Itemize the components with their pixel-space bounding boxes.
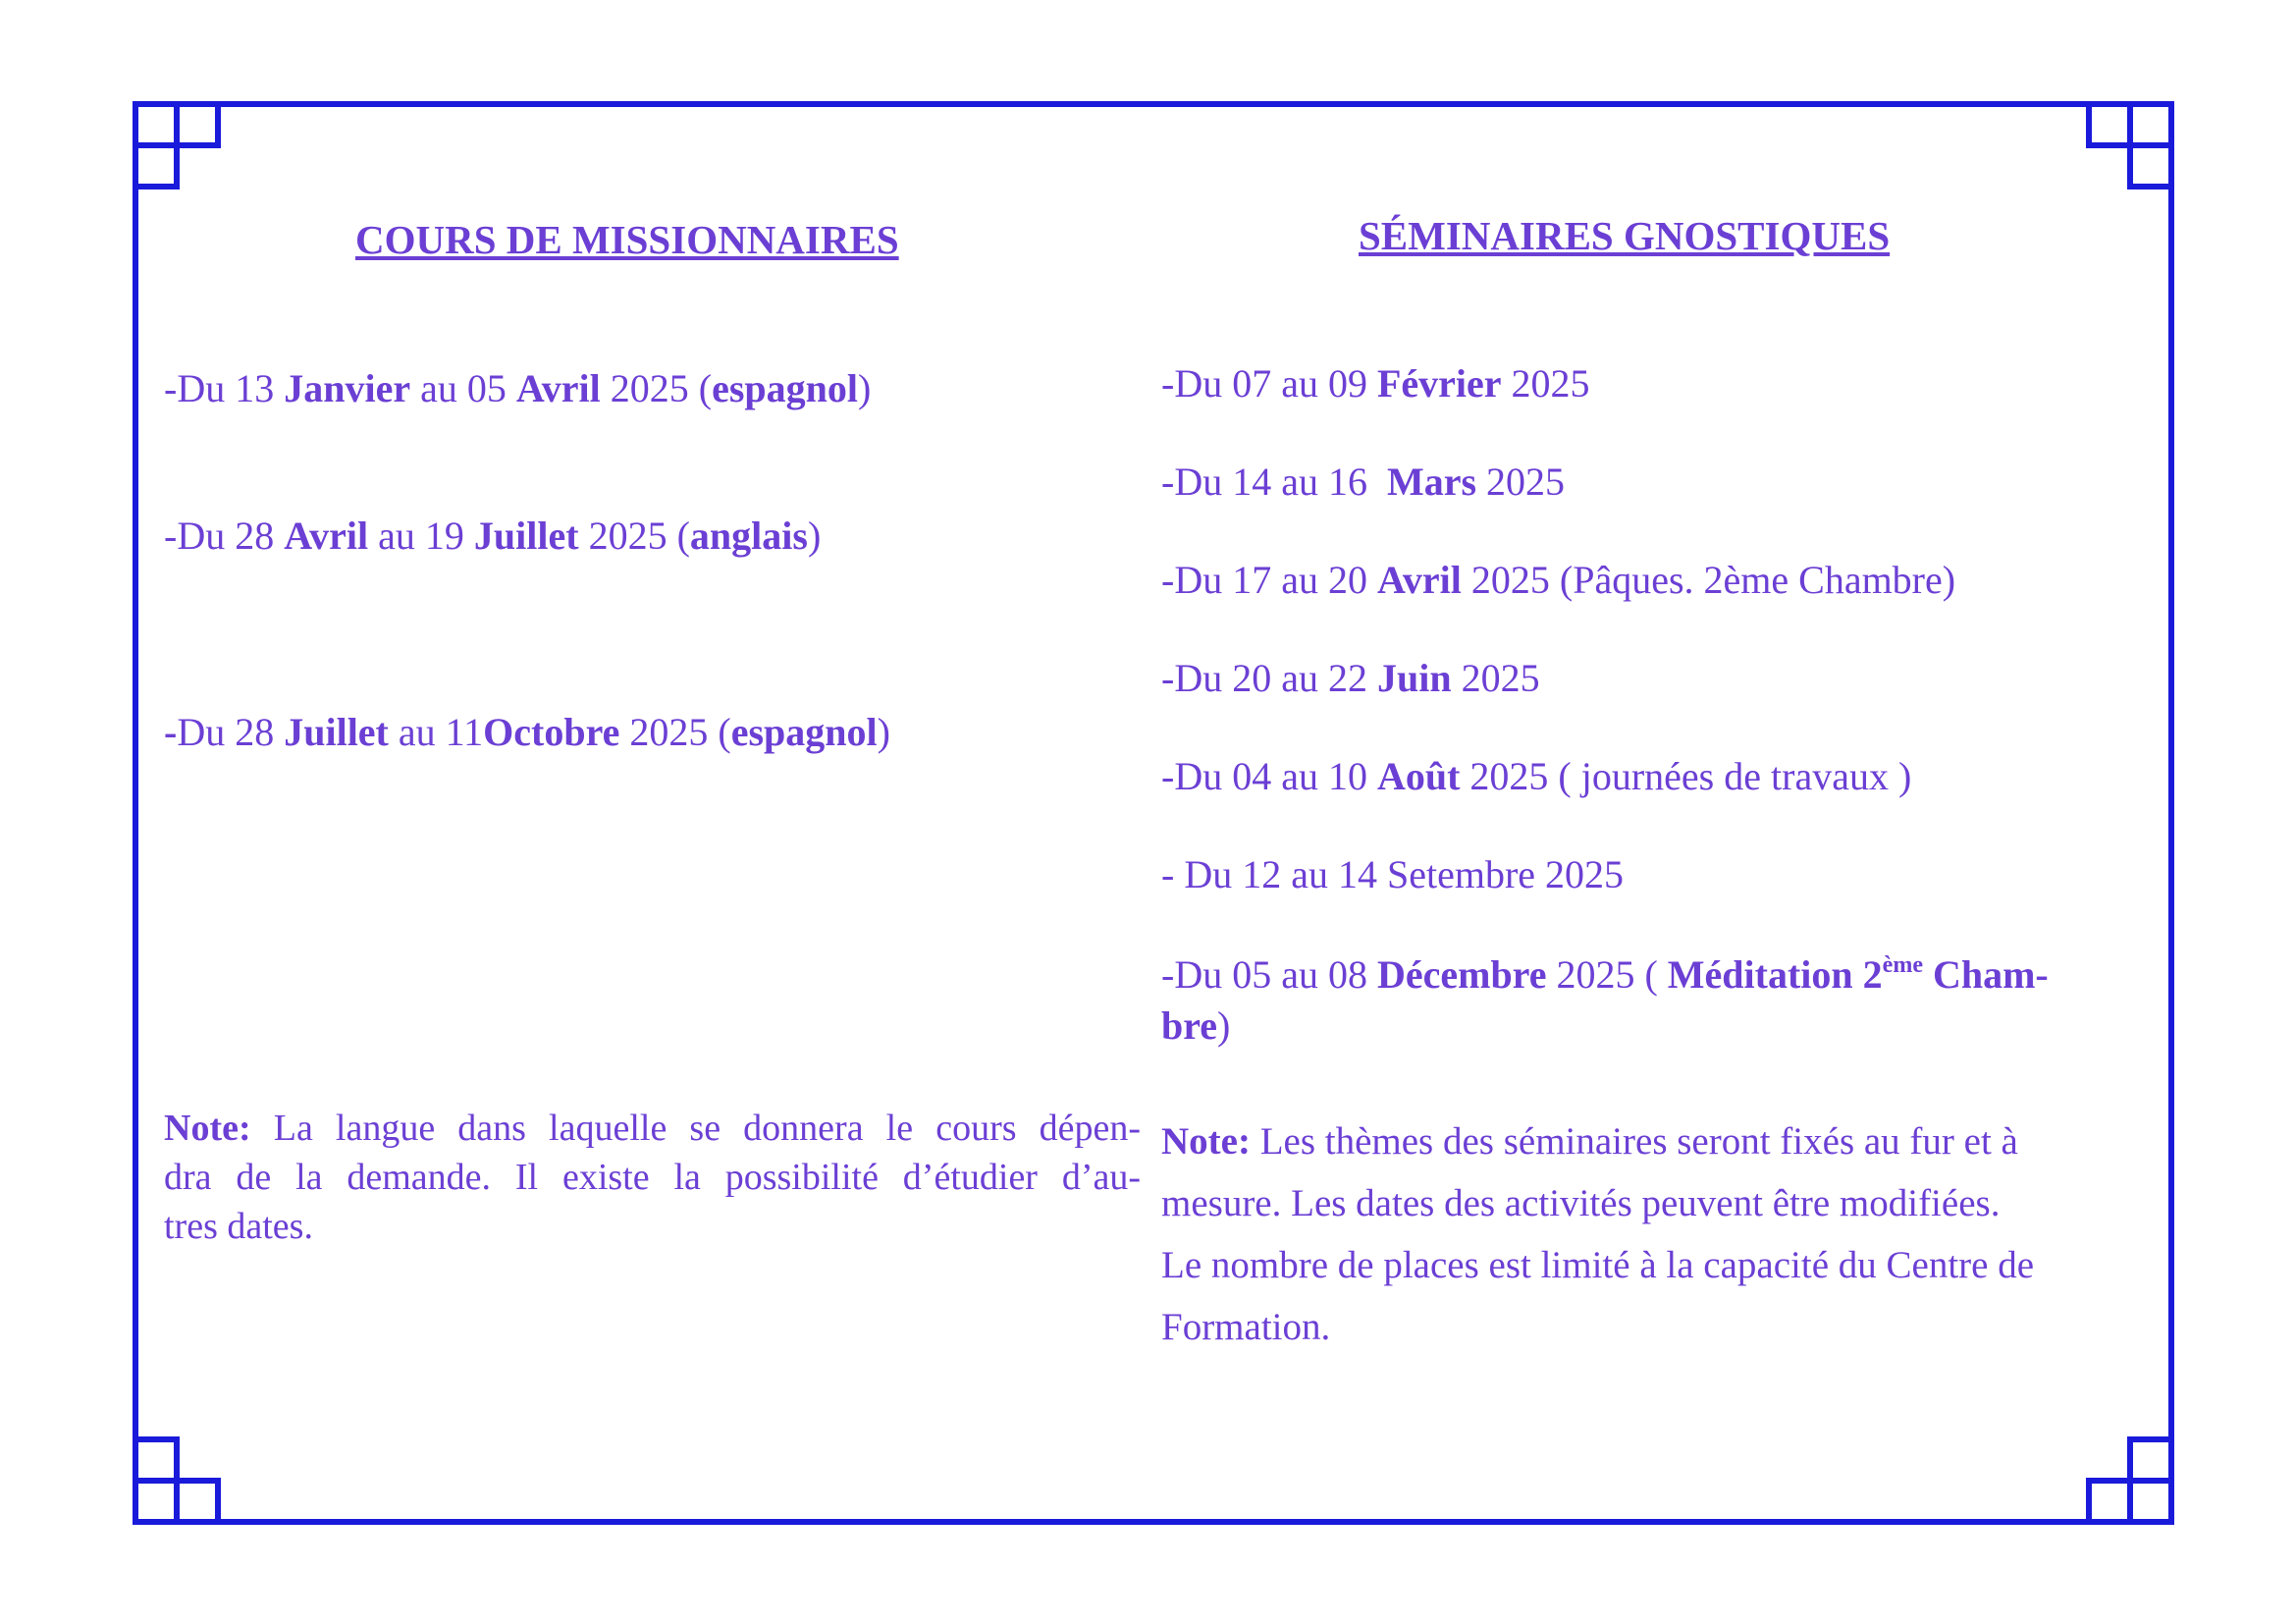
- seminar-item: -Du 17 au 20 Avril 2025 (Pâques. 2ème Chambre): [1161, 558, 1956, 602]
- corner-ornament-top-right: [2080, 101, 2174, 195]
- missionary-courses-heading: COURS DE MISSIONNAIRES: [355, 217, 899, 262]
- seminar-item: -Du 04 au 10 Août 2025 ( journées de travaux ): [1161, 754, 1912, 798]
- corner-ornament-top-left: [133, 101, 227, 195]
- corner-ornament-bottom-right: [2080, 1431, 2174, 1525]
- seminar-item: - Du 12 au 14 Setembre 2025: [1161, 852, 1625, 896]
- course-item: -Du 13 Janvier au 05 Avril 2025 (espagnol): [164, 366, 872, 410]
- seminar-item: -Du 20 au 22 Juin 2025: [1161, 656, 1540, 700]
- seminar-item: -Du 05 au 08 Décembre 2025 ( Méditation 2ème Cham- bre): [1161, 952, 2049, 1048]
- corner-ornament-bottom-left: [133, 1431, 227, 1525]
- course-item: -Du 28 Avril au 19 Juillet 2025 (anglais): [164, 514, 822, 558]
- course-item: -Du 28 Juillet au 11Octobre 2025 (espagnol): [164, 710, 890, 754]
- missionary-courses-note: Note: La langue dans laquelle se donnera le cours dépen- dra de la demande. Il existe la possibilité d’étudier d’au- tres dates.: [164, 1108, 1141, 1247]
- seminar-item: -Du 14 au 16 Mars 2025: [1161, 460, 1566, 504]
- gnostic-seminars-note: Note: Les thèmes des séminaires seront fixés au fur et à mesure. Les dates des activités peuvent être modifiées. Le nombre de places est limité à la capacité du Centre de Formation.: [1161, 1120, 2035, 1348]
- seminar-item: -Du 07 au 09 Février 2025: [1161, 361, 1590, 406]
- gnostic-seminars-heading: SÉMINAIRES GNOSTIQUES: [1359, 213, 1891, 258]
